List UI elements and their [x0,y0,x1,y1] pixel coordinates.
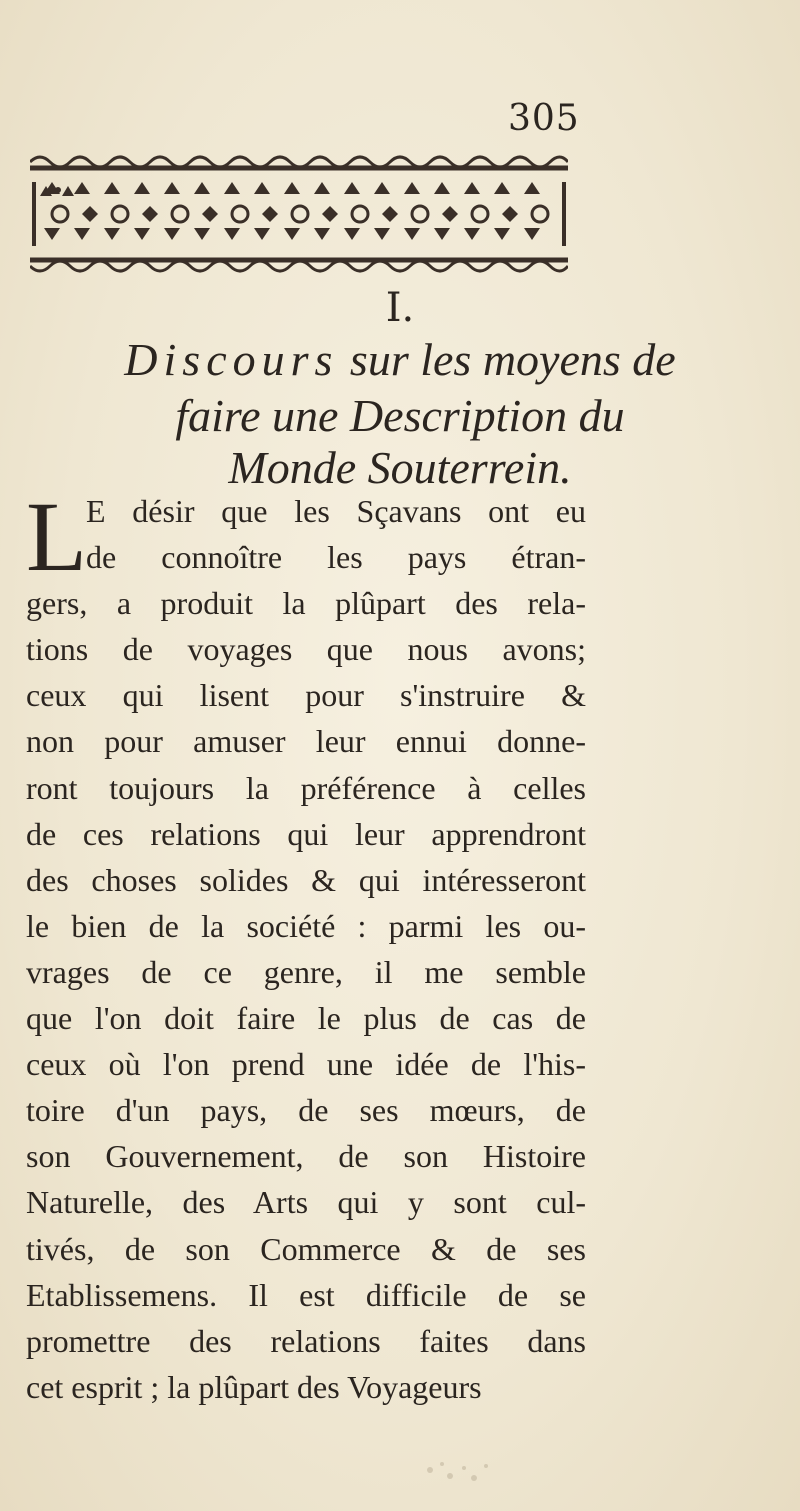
title-line-3: Monde Souterrein. [228,442,572,493]
body-line: promettre des relations faites dans [26,1322,586,1359]
section-numeral: I. [385,285,415,331]
body-line: cet esprit ; la plûpart des Voyageurs [26,1368,482,1405]
body-line: tions de voyages que nous avons; [26,631,586,668]
body-line: ceux où l'on prend une idée de l'his- [26,1046,586,1083]
body-line: toire d'un pays, de ses mœurs, de [26,1092,586,1129]
body-line: de connoître les pays étran- [86,539,586,576]
body-line: que l'on doit faire le plus de cas de [26,1000,586,1037]
ink-smudge-icon [420,1450,500,1490]
body-line: non pour amuser leur ennui donne- [26,723,586,760]
drop-cap: L [26,481,88,592]
title-discours: Discours [124,334,339,385]
body-text [26,481,586,1410]
body-line: E désir que les Sçavans ont eu [86,493,586,529]
body-line: son Gouvernement, de son Histoire [26,1138,586,1175]
body-line: le bien de la société : parmi les ou- [26,907,586,944]
title-line-1-rest: sur les moyens de [349,334,676,385]
body-line: ront toujours la préférence à celles [26,769,586,806]
body-line: gers, a produit la plûpart des rela- [26,585,586,622]
body-line: Naturelle, des Arts qui y sont cul- [26,1184,586,1221]
body-line: ceux qui lisent pour s'instruire & [26,677,586,714]
decorative-headpiece-icon [30,148,568,278]
body-line: tivés, de son Commerce & de ses [26,1230,586,1267]
title-line-2: faire une Description du [175,390,625,441]
body-line: Etablissemens. Il est difficile de se [26,1276,586,1313]
page-number: 305 [508,98,580,139]
body-line: vrages de ce genre, il me semble [26,953,586,990]
title-line-1 [0,332,800,388]
body-line: des choses solides & qui intéresseront [26,861,586,898]
body-line: de ces relations qui leur apprendront [26,815,586,852]
